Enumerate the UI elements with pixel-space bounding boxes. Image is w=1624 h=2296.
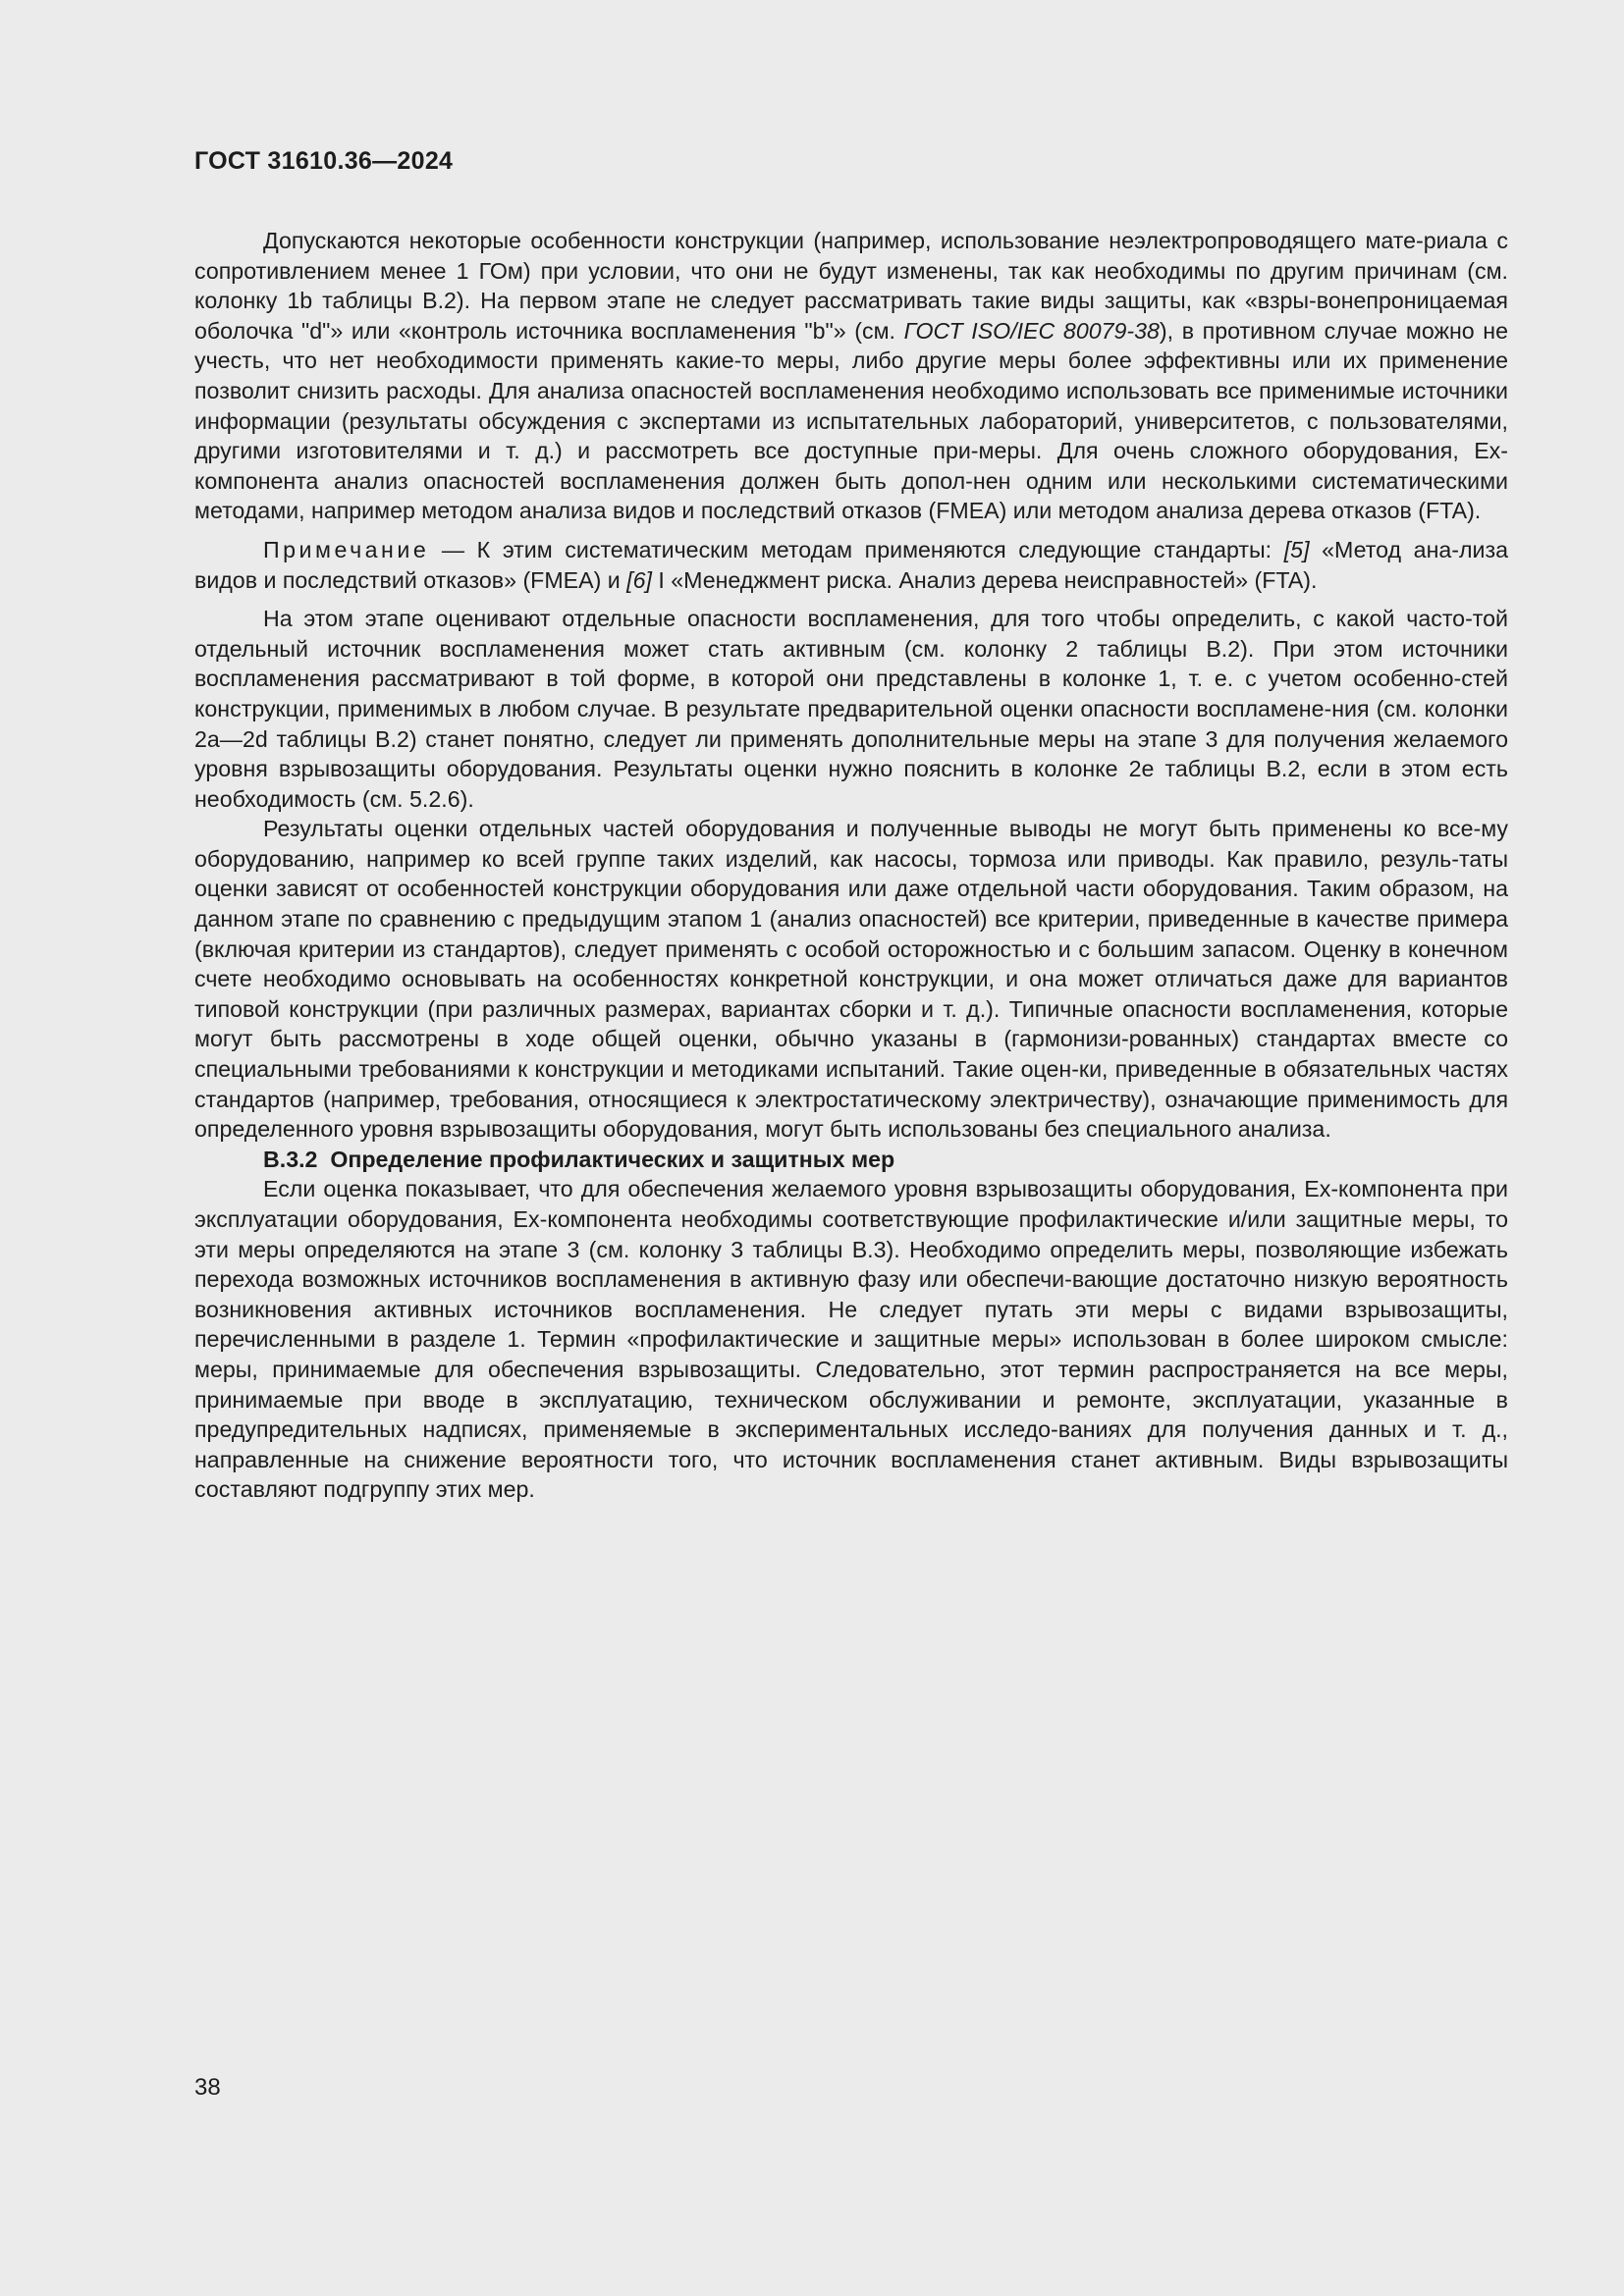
page-number: 38 (194, 2074, 221, 2101)
note-text: — К этим систематическим методам применяются следующие стандарты: (429, 536, 1284, 562)
standard-reference: ГОСТ ISO/IEC 80079-38 (903, 317, 1160, 344)
document-body (194, 226, 1508, 1505)
paragraph-text: Допускаются некоторые особенности конструкции (например, использование неэлектропроводящего мате-риала с сопротивлением менее 1 ГОм) при условии, что они не будут изменены, так как необходимы по другим причинам (см. колонку 1b таблицы В.2). На первом этапе не следует рассматривать такие виды защиты, как «взры-вонепроницаемая оболочка "d"» или «контроль источника воспламенения "b"» (см. (194, 228, 1508, 344)
section-number: В.3.2 (263, 1146, 318, 1172)
paragraph-text: ), в противном случае можно не учесть, что нет необходимости применять какие-то меры, либо другие меры более эффективны или их применение позволит снизить расходы. Для анализа опасностей воспламенения необходимо использовать все применимые источники информации (результаты обсуждения с экспертами из испытательных лабораторий, университетов, с пользователями, другими изготовителями и т. д.) и рассмотреть все доступные при-меры. Для очень сложного оборудования, Ex-компонента анализ опасностей воспламенения должен быть допол-нен одним или несколькими систематическими методами, например методом анализа видов и последствий отказов (FMEA) или методом анализа дерева отказов (FTA). (194, 317, 1508, 524)
bibliography-reference: [5] (1283, 536, 1310, 562)
bibliography-reference: [6] (626, 566, 652, 593)
paragraph: Если оценка показывает, что для обеспечения желаемого уровня взрывозащиты оборудования, Ex-компонента при эксплуатации оборудования, Ex-компонента необходимы соответствующие профилактические и/или защитные меры, то эти меры определяются на этапе 3 (см. колонку 3 таблицы В.3). Необходимо определить меры, позволяющие избежать перехода возможных источников воспламенения в активную фазу или обеспечи-вающие достаточно низкую вероятность возникновения активных источников воспламенения. Не следует путать эти меры с видами взрывозащиты, перечисленными в разделе 1. Термин «профилактические и защитные меры» использован в более широком смысле: меры, принимаемые для обеспечения взрывозащиты. Следовательно, этот термин распространяется на все меры, принимаемые при вводе в эксплуатацию, техническом обслуживании и ремонте, эксплуатации, указанные в предупредительных надписях, применяемые в экспериментальных исследо-ваниях для получения данных и т. д., направленные на снижение вероятности того, что источник воспламенения станет активным. Виды взрывозащиты составляют подгруппу этих мер. (194, 1176, 1508, 1503)
note-text: «Метод ана-лиза видов и последствий отказов» (FMEA) и (194, 536, 1508, 593)
note-text: I «Менеджмент риска. Анализ дерева неисправностей» (FTA). (651, 566, 1318, 593)
note-label: Примечание (263, 536, 430, 562)
paragraph (194, 226, 1508, 526)
section-heading (194, 1145, 1508, 1175)
section-title: Определение профилактических и защитных мер (330, 1146, 895, 1172)
document-code: ГОСТ 31610.36—2024 (194, 147, 454, 175)
paragraph: На этом этапе оценивают отдельные опасности воспламенения, для того чтобы определить, с какой часто-той отдельный источник воспламенения может стать активным (см. колонку 2 таблицы В.2). При этом источники воспламенения рассматривают в той форме, в которой они представлены в колонке 1, т. е. с учетом особенно-стей конструкции, применимых в любом случае. В результате предварительной оценки опасности воспламене-ния (см. колонки 2а—2d таблицы В.2) станет понятно, следует ли применять дополнительные меры на этапе 3 для получения желаемого уровня взрывозащиты оборудования. Результаты оценки нужно пояснить в колонке 2е таблицы В.2, если в этом есть необходимость (см. 5.2.6). (194, 606, 1508, 812)
note (194, 535, 1508, 595)
paragraph: Результаты оценки отдельных частей оборудования и полученные выводы не могут быть применены ко все-му оборудованию, например ко всей группе таких изделий, как насосы, тормоза или приводы. Как правило, резуль-таты оценки зависят от особенностей конструкции оборудования или даже отдельной части оборудования. Таким образом, на данном этапе по сравнению с предыдущим этапом 1 (анализ опасностей) все критерии, приведенные в качестве примера (включая критерии из стандартов), следует применять с особой осторожностью и с большим запасом. Оценку в конечном счете необходимо основывать на особенностях конкретной конструкции, и она может отличаться даже для вариантов типовой конструкции (при различных размерах, вариантах сборки и т. д.). Типичные опасности воспламенения, которые могут быть рассмотрены в ходе общей оценки, обычно указаны в (гармонизи-рованных) стандартах вместе со специальными требованиями к конструкции и методиками испытаний. Такие оцен-ки, приведенные в обязательных частях стандартов (например, требования, относящиеся к электростатическому электричеству), означающие применимость для определенного уровня взрывозащиты оборудования, могут быть использованы без специального анализа. (194, 816, 1508, 1143)
